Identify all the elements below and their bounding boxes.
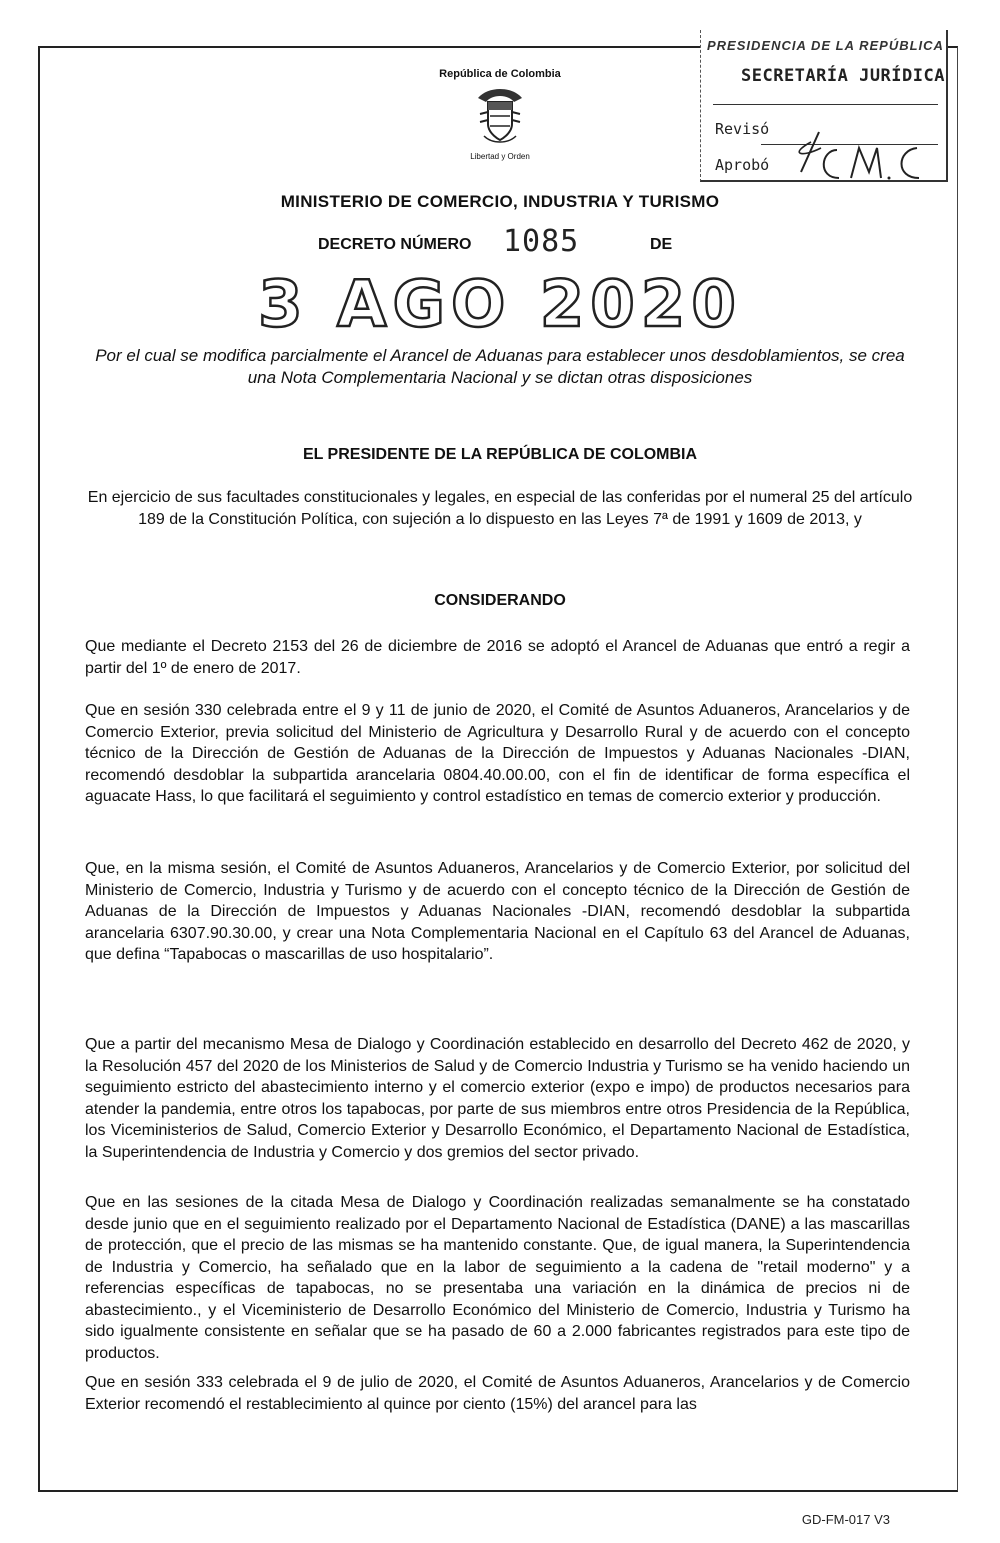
stamp-title: SECRETARÍA JURÍDICA <box>741 66 945 86</box>
considerando-heading: CONSIDERANDO <box>434 592 566 609</box>
considerando-paragraph: Que en sesión 330 celebrada entre el 9 y 11 de junio de 2020, el Comité de Asuntos Aduaneros, Arancelarios y de Comercio Exterior, previa solicitud del Ministerio de Agricultura y Desarrollo Rural y de acuerdo con el concepto técnico de la Dirección de Gestión de Aduanas de la Dirección de Impuestos y Aduanas Nacionales -DIAN, recomendó desdoblar la subpartida arancelaria 0804.40.00.00, con el fin de identificar de forma específica el aguacate Hass, lo que facilitará el seguimiento y control estadístico en temas de comercio exterior y producción. <box>85 702 910 805</box>
stamp-aprobo-label: Aprobó <box>715 156 770 174</box>
stamp-top-text: PRESIDENCIA DE LA REPÚBLICA <box>707 38 944 53</box>
considerando-paragraph: Que en las sesiones de la citada Mesa de Dialogo y Coordinación realizadas semanalmente se ha constatado desde junio que en el seguimiento realizado por el Departamento Nacional de Estadística (DANE) a las mascarillas de protección, que el precio de las mismas se ha mantenido constante. Que, de igual manera, la Superintendencia de Industria y Comercio, ha señalado que en la labor de seguimiento a la cadena de "retail moderno" y a referencias específicas de tapabocas, no se presentaba una variación en la dinámica de precios ni de abastecimiento., y el Viceministerio de Desarrollo Económico del Ministerio de Comercio, Industria y Turismo ha sido igualmente consistente en señalar que se ha pasado de 60 a 2.000 fabricantes registrados para este tipo de productos. <box>85 1194 910 1362</box>
coat-of-arms-icon <box>468 84 532 148</box>
decree-number-row <box>0 224 1000 264</box>
decree-de-label: DE <box>650 236 673 253</box>
republic-label: República de Colombia <box>439 68 561 80</box>
form-code: GD-FM-017 V3 <box>801 1512 890 1527</box>
date-stamp: 3 AGO 2020 <box>258 268 742 342</box>
stamp-divider <box>713 104 938 105</box>
considerando-paragraph: Que mediante el Decreto 2153 del 26 de diciembre de 2016 se adoptó el Arancel de Aduanas que entró a regir a partir del 1º de enero de 2017. <box>85 638 910 677</box>
stamp-reviso-label: Revisó <box>715 120 770 138</box>
president-heading: EL PRESIDENTE DE LA REPÚBLICA DE COLOMBIA <box>302 446 698 463</box>
decree-label: DECRETO NÚMERO <box>318 236 472 253</box>
decree-subtitle: Por el cual se modifica parcialmente el Arancel de Aduanas para establecer unos desdoblamientos, se crea una Nota Complementaria Nacional y se dictan otras disposiciones <box>95 346 905 387</box>
motto-label: Libertad y Orden <box>470 152 530 161</box>
ministry-title: MINISTERIO DE COMERCIO, INDUSTRIA Y TURISMO <box>280 192 720 211</box>
considerando-paragraph: Que en sesión 333 celebrada el 9 de julio de 2020, el Comité de Asuntos Aduaneros, Arancelarios y de Comercio Exterior recomendó el restablecimiento al quince por ciento (15%) del arancel para las <box>85 1374 910 1413</box>
decree-number: 1085 <box>503 224 580 259</box>
considerando-paragraph: Que, en la misma sesión, el Comité de Asuntos Aduaneros, Arancelarios y de Comercio Exterior, por solicitud del Ministerio de Comercio, Industria y Turismo y de acuerdo con el concepto técnico de la Dirección de Gestión de Aduanas de la Dirección de Impuestos y Aduanas Nacionales -DIAN, recomendó desdoblar la subpartida arancelaria 6307.90.30.00, y crear una Nota Complementaria Nacional en el Capítulo 63 del Arancel de Aduanas, que defina “Tapabocas o mascarillas de uso hospitalario”. <box>85 860 910 963</box>
considerando-paragraph: Que a partir del mecanismo Mesa de Dialogo y Coordinación establecido en desarrollo del Decreto 462 de 2020, y la Resolución 457 del 2020 de los Ministerios de Salud y de Comercio Industria y Turismo se ha venido haciendo un seguimiento estricto del abastecimiento interno y el comercio exterior (expo e impo) de productos necesarios para atender la pandemia, entre otros los tapabocas, por parte de sus miembros entre otros Presidencia de la República, los Viceministerios de Salud, Comercio Exterior y Desarrollo Económico, el Departamento Nacional de Estadística, la Superintendencia de Industria y Comercio y dos gremios del sector privado. <box>85 1036 910 1161</box>
powers-paragraph: En ejercicio de sus facultades constitucionales y legales, en especial de las conferidas por el numeral 25 del artículo 189 de la Constitución Política, con sujeción a lo dispuesto en las Leyes 7ª de 1991 y 1609 de 2013, y <box>87 489 913 528</box>
